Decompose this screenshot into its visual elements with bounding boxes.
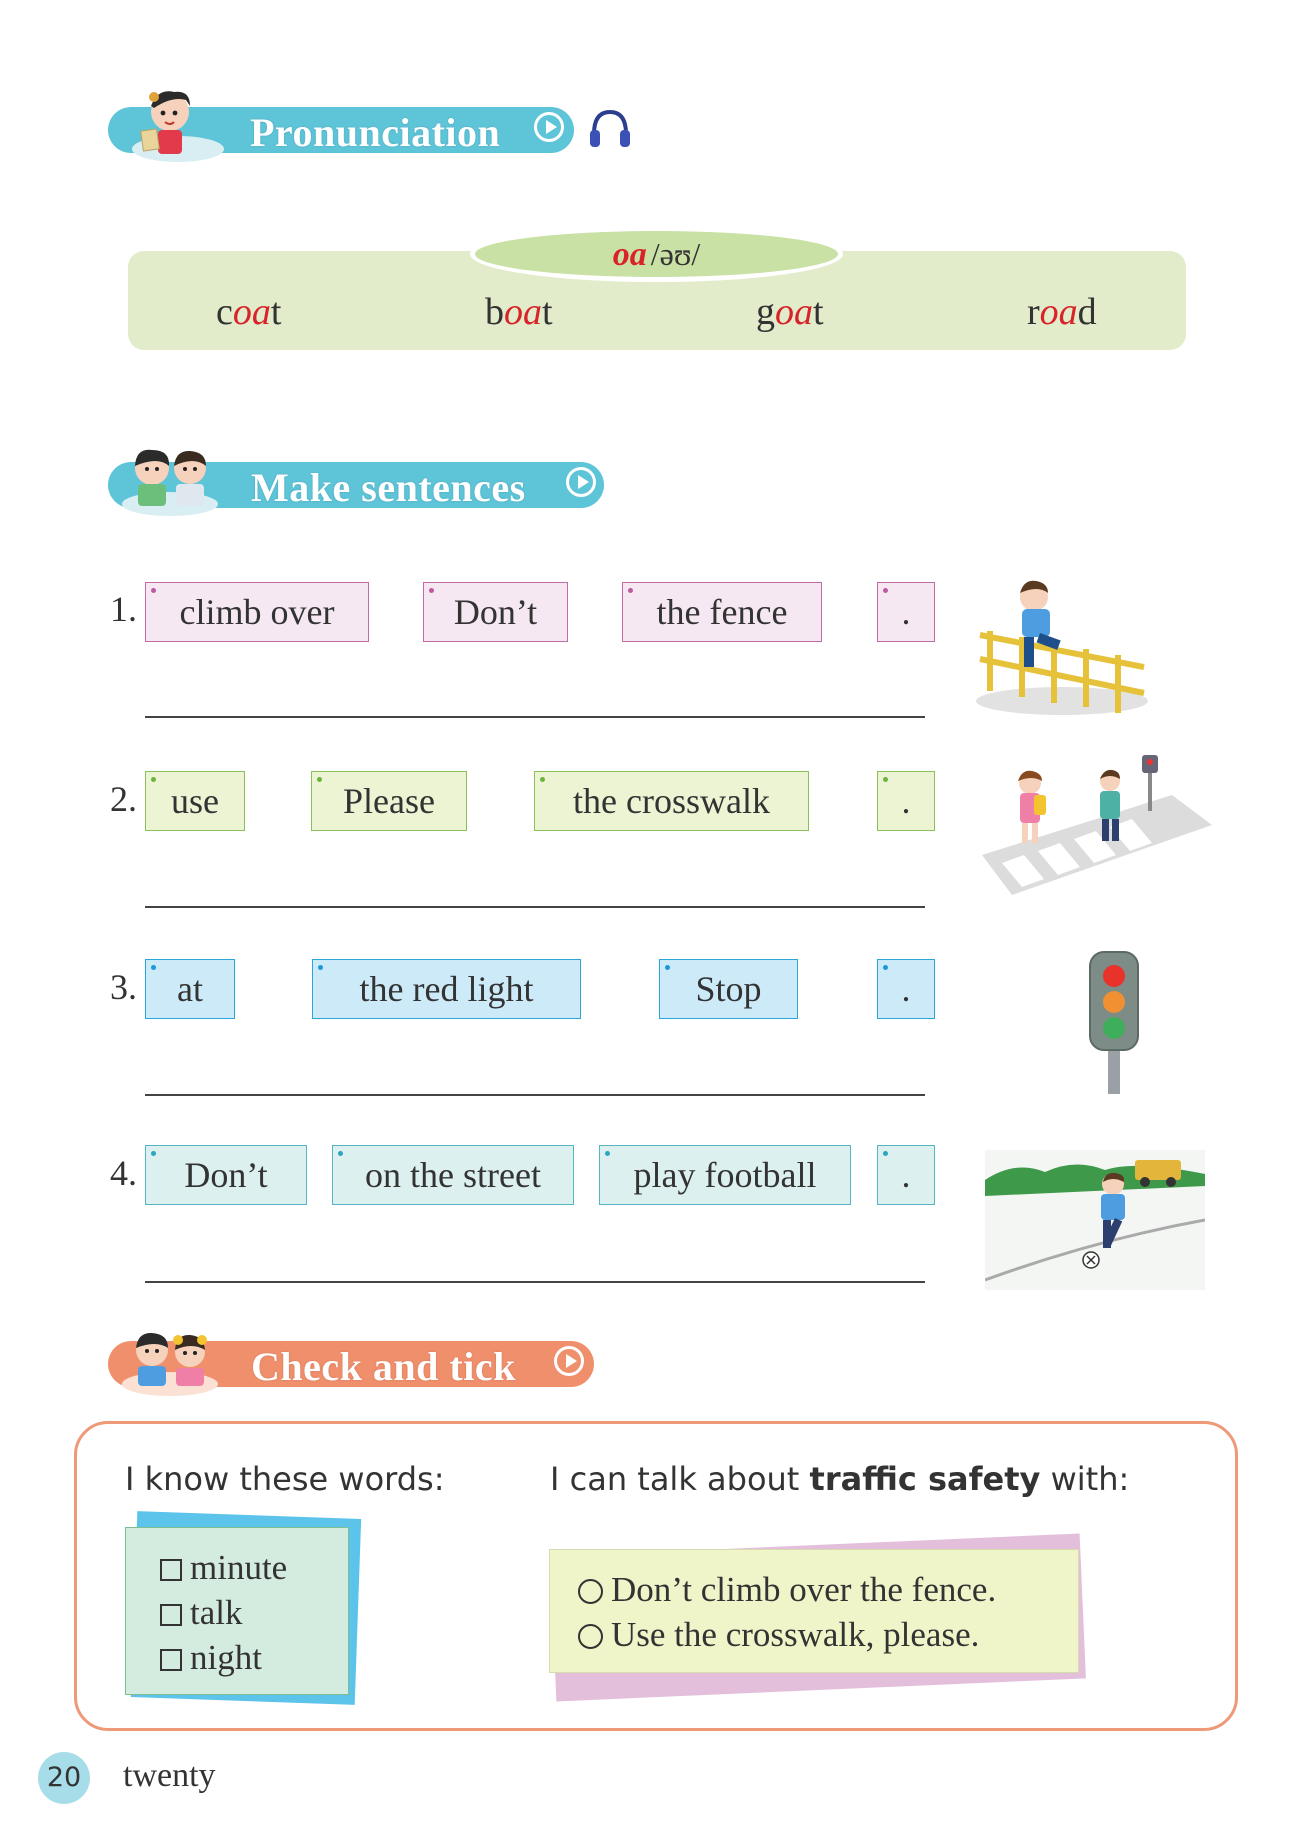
make-sentences-title: Make sentences — [251, 465, 526, 510]
headphones-icon[interactable] — [588, 108, 632, 150]
answer-line[interactable] — [145, 1281, 925, 1283]
checkbox[interactable] — [160, 1604, 182, 1626]
radio-circle[interactable] — [578, 1624, 603, 1649]
sentence-check-row[interactable]: Don’t climb over the fence. — [578, 1570, 996, 1610]
item-number-1: 1. — [110, 589, 137, 629]
play-arrow-icon[interactable] — [534, 112, 564, 142]
play-arrow-icon[interactable] — [566, 467, 596, 497]
word-card[interactable]: the red light — [312, 959, 581, 1019]
boy-climbing-fence-illustration — [972, 575, 1150, 725]
word-card[interactable]: Don’t — [423, 582, 568, 642]
word-card[interactable]: at — [145, 959, 235, 1019]
page-number-word: twenty — [123, 1757, 216, 1794]
two-kids-waving-icon — [118, 1326, 222, 1396]
traffic-light-illustration — [1086, 948, 1146, 1094]
word-card[interactable]: the fence — [622, 582, 822, 642]
word-card[interactable]: Don’t — [145, 1145, 307, 1205]
phoneme-ipa: /əʊ/ — [650, 236, 701, 272]
word-road: road — [1027, 291, 1097, 333]
item-number-4: 4. — [110, 1153, 137, 1193]
word-check-row[interactable]: minute — [160, 1548, 287, 1588]
word-card[interactable]: climb over — [145, 582, 369, 642]
word-coat: coat — [216, 291, 282, 333]
item-number-3: 3. — [110, 967, 137, 1007]
word-card[interactable]: . — [877, 1145, 935, 1205]
word-card[interactable]: . — [877, 959, 935, 1019]
sentence-check-row[interactable]: Use the crosswalk, please. — [578, 1615, 979, 1655]
checkbox[interactable] — [160, 1559, 182, 1581]
word-card[interactable]: Stop — [659, 959, 798, 1019]
answer-line[interactable] — [145, 906, 925, 908]
word-card[interactable]: . — [877, 771, 935, 831]
item-number-2: 2. — [110, 779, 137, 819]
words-title: I know these words: — [125, 1460, 445, 1498]
kids-crosswalk-illustration — [972, 755, 1212, 905]
word-card[interactable]: . — [877, 582, 935, 642]
talk-title: I can talk about traffic safety with: — [550, 1460, 1130, 1498]
answer-line[interactable] — [145, 716, 925, 718]
girl-reading-icon — [128, 86, 228, 162]
word-goat: goat — [756, 291, 824, 333]
word-boat: boat — [485, 291, 553, 333]
word-card[interactable]: the crosswalk — [534, 771, 809, 831]
page-number: 20 — [38, 1752, 90, 1804]
word-check-row[interactable]: night — [160, 1638, 262, 1678]
play-arrow-icon[interactable] — [554, 1346, 584, 1376]
word-check-row[interactable]: talk — [160, 1593, 242, 1633]
word-card[interactable]: Please — [311, 771, 467, 831]
word-card[interactable]: play football — [599, 1145, 851, 1205]
phoneme-letters: oa — [612, 236, 647, 273]
boy-playing-football-street-illustration — [985, 1150, 1205, 1290]
check-and-tick-title: Check and tick — [251, 1344, 516, 1389]
answer-line[interactable] — [145, 1094, 925, 1096]
word-card[interactable]: use — [145, 771, 245, 831]
phoneme-label — [470, 226, 843, 282]
pronunciation-title: Pronunciation — [250, 110, 501, 155]
word-card[interactable]: on the street — [332, 1145, 574, 1205]
checkbox[interactable] — [160, 1649, 182, 1671]
radio-circle[interactable] — [578, 1579, 603, 1604]
two-kids-icon — [118, 444, 222, 516]
